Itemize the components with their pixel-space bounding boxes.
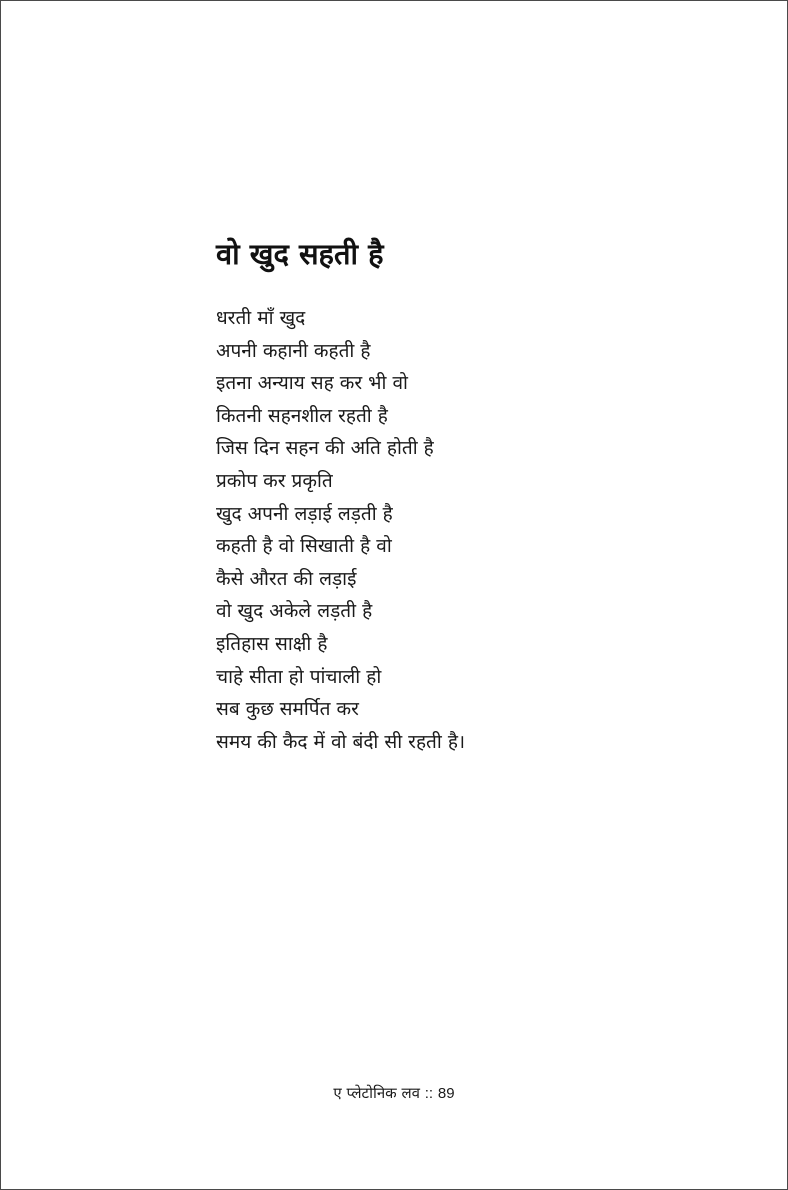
poem-line: अपनी कहानी कहती है xyxy=(216,339,371,362)
poem-line: वो खुद अकेले लड़ती है xyxy=(216,600,373,623)
poem-line: समय की कैद में वो बंदी सी रहती है। xyxy=(216,730,466,753)
poem-line: चाहे सीता हो पांचाली हो xyxy=(216,665,382,688)
page-number: 89 xyxy=(437,1085,455,1102)
poem-line: खुद अपनी लड़ाई लड़ती है xyxy=(216,502,393,525)
poem-line: कहती है वो सिखाती है वो xyxy=(216,535,392,558)
poem-title: वो खुद सहती है xyxy=(216,237,384,271)
poem-line: प्रकोप कर प्रकृति xyxy=(216,469,333,492)
footer-book-title: ए प्लेटोनिक लव xyxy=(333,1084,420,1102)
footer-separator: :: xyxy=(424,1085,434,1102)
poem-line: कितनी सहनशील रहती है xyxy=(216,404,388,427)
page-footer xyxy=(0,1082,788,1105)
poem-line: कैसे औरत की लड़ाई xyxy=(216,567,357,590)
poem-line: जिस दिन सहन की अति होती है xyxy=(216,437,434,460)
poem-line: इतना अन्याय सह कर भी वो xyxy=(216,372,408,395)
poem-line: इतिहास साक्षी है xyxy=(216,632,328,655)
poem-line: सब कुछ समर्पित कर xyxy=(216,698,359,721)
poem-body xyxy=(216,302,465,758)
poem-line: धरती माँ खुद xyxy=(216,307,306,329)
